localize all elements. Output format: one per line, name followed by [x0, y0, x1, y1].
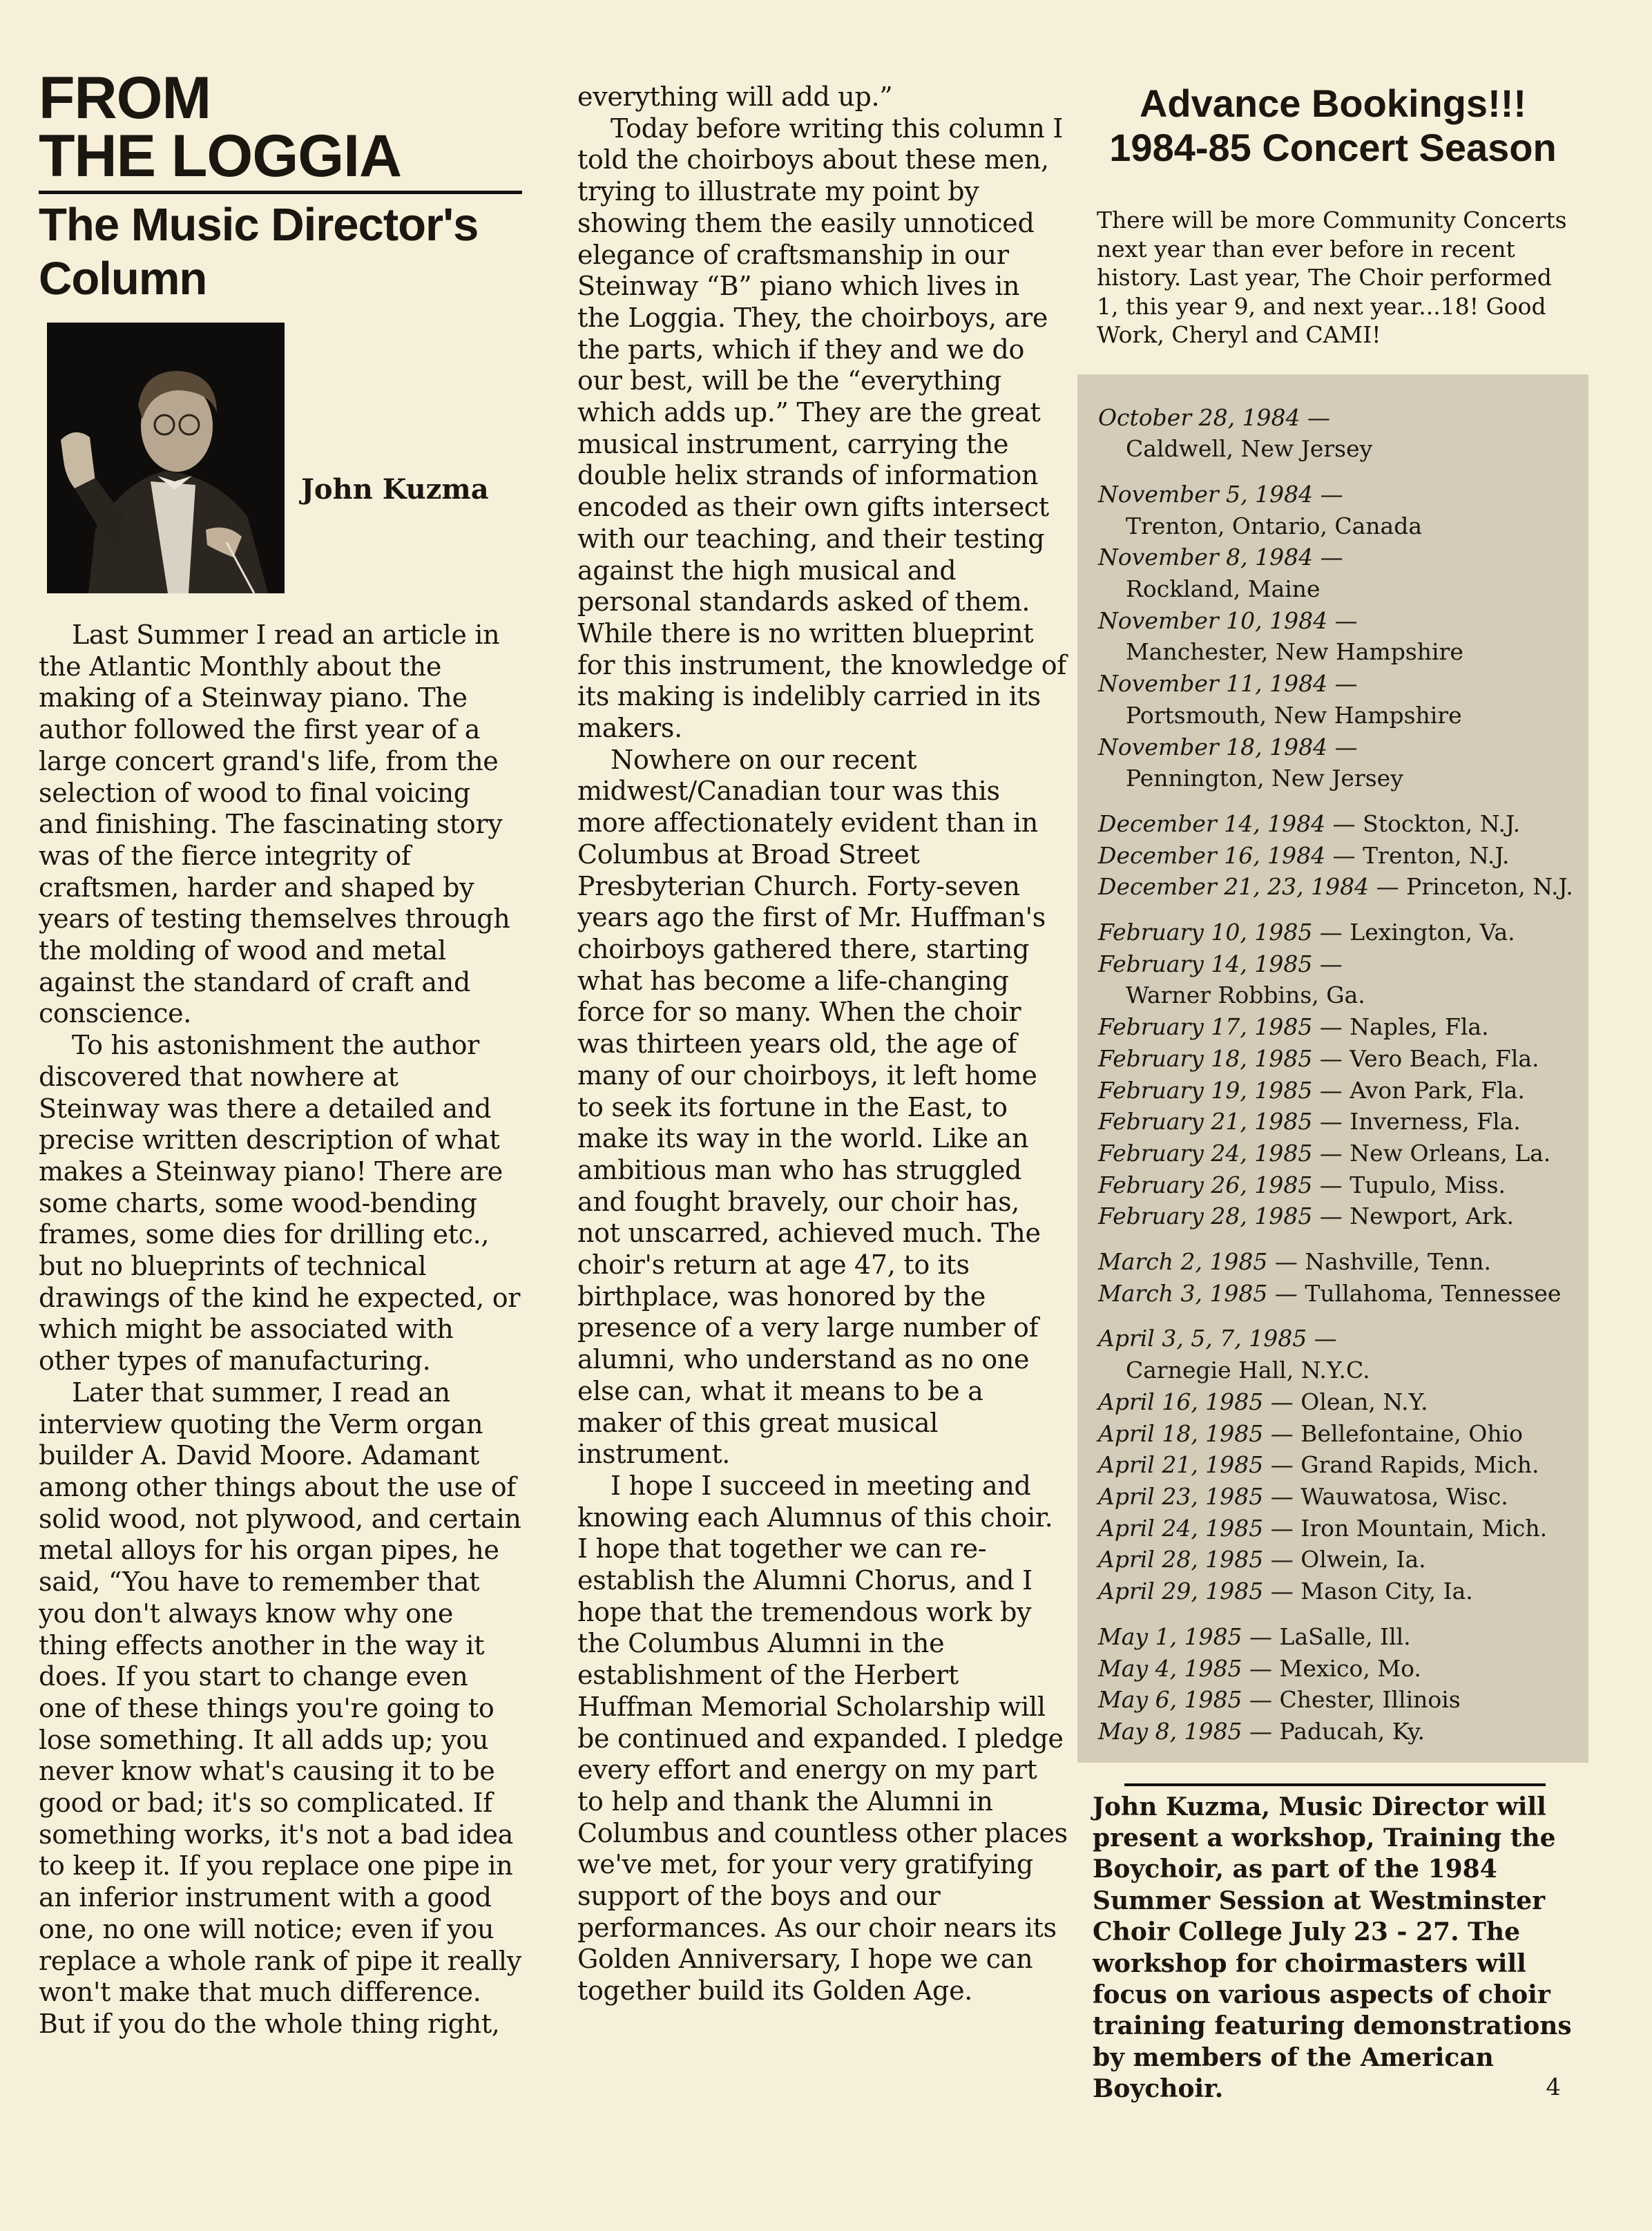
date-separator: — [1263, 1419, 1301, 1447]
concert-location: Bellefontaine, Ohio [1300, 1419, 1524, 1447]
schedule-month-group [1098, 1323, 1588, 1607]
concert-date: December 21, 23, 1984 [1098, 873, 1370, 901]
schedule-month-group [1098, 402, 1588, 465]
concert-date: February 18, 1985 [1098, 1044, 1313, 1072]
concert-date: May 8, 1985 [1098, 1717, 1242, 1745]
concert-date: April 23, 1985 [1098, 1483, 1264, 1510]
column-subtitle-line1: The Music Director's [39, 199, 479, 251]
date-separator: — [1369, 873, 1407, 901]
author-photo [47, 323, 285, 593]
schedule-entry [1098, 1684, 1588, 1716]
concert-date: February 24, 1985 [1098, 1139, 1313, 1167]
date-separator: — [1313, 544, 1343, 571]
schedule-entry [1098, 1621, 1588, 1653]
concert-location: Rockland, Maine [1126, 575, 1320, 603]
concert-location: Grand Rapids, Mich. [1300, 1451, 1539, 1479]
concert-location: Inverness, Fla. [1350, 1108, 1521, 1136]
date-separator: — [1312, 1203, 1350, 1230]
date-separator: — [1263, 1546, 1301, 1573]
schedule-entry [1098, 1169, 1588, 1201]
date-separator: — [1242, 1686, 1280, 1714]
bookings-intro: There will be more Community Concerts next year than ever before in recent history. Last year, The Choir performed 1, this year 9, and next year...18! Good Work, Cheryl and CAMI! [1097, 207, 1567, 348]
concert-location: Manchester, New Hampshire [1126, 638, 1463, 666]
heading-rule [39, 191, 522, 194]
bookings-title-line1: Advance Bookings!!! [1139, 82, 1527, 125]
page-number: 4 [1546, 2074, 1561, 2101]
concert-date: April 3, 5, 7, 1985 [1098, 1325, 1307, 1352]
concert-date: November 10, 1984 [1098, 606, 1328, 634]
date-separator: — [1312, 1139, 1350, 1167]
schedule-entry [1098, 948, 1588, 980]
column-subtitle-line2: Column [39, 253, 207, 305]
date-separator: — [1242, 1654, 1280, 1682]
concert-date: November 18, 1984 [1098, 733, 1328, 760]
concert-location: Nashville, Tenn. [1305, 1248, 1491, 1276]
concert-date: May 4, 1985 [1098, 1654, 1242, 1682]
concert-date: April 24, 1985 [1098, 1514, 1264, 1542]
concert-date: April 28, 1985 [1098, 1546, 1264, 1573]
concert-date: April 29, 1985 [1098, 1578, 1264, 1605]
schedule-entry [1098, 542, 1588, 573]
schedule-entry [1098, 1544, 1588, 1576]
concert-location: Wauwatosa, Wisc. [1300, 1483, 1508, 1510]
date-separator: — [1312, 1076, 1350, 1104]
concert-date: March 3, 1985 [1098, 1279, 1268, 1307]
schedule-entry [1098, 808, 1588, 840]
concert-location: Mason City, Ia. [1300, 1578, 1473, 1605]
notice-rule [1124, 1783, 1546, 1786]
schedule-entry [1098, 605, 1588, 637]
concert-location: Vero Beach, Fla. [1350, 1044, 1539, 1072]
date-separator: — [1327, 670, 1358, 698]
concert-date: May 1, 1985 [1098, 1622, 1242, 1650]
concert-date: February 10, 1985 [1098, 919, 1313, 946]
schedule-entry [1098, 1418, 1588, 1450]
concert-location: Carnegie Hall, N.Y.C. [1126, 1357, 1370, 1384]
schedule-entry [1098, 1653, 1588, 1685]
concert-date: March 2, 1985 [1098, 1248, 1268, 1276]
concert-location: Avon Park, Fla. [1350, 1076, 1525, 1104]
byline: John Kuzma [301, 473, 489, 506]
article-paragraph: Nowhere on our recent midwest/Canadian tour was this more affectionately evident than in Columbus at Broad Street Presbyterian Church. Forty-seven years ago the first of Mr. Huffman's choirboys gathered there, starting what has become a life-changing force for so many. When the choir was thirteen years old, the age of many of our choirboys, it left home to seek its fortune in the East, to make its way in the world. Like an ambitious man who has struggled and fought bravely, our choir has, not unscarred, achieved much. The choir's return at age 47, to its birthplace, was honored by the presence of a very large number of alumni, who understand as no one else can, what it means to be a maker of this great musical instrument. [577, 744, 1046, 1470]
concert-location: Newport, Ark. [1350, 1203, 1515, 1230]
column-middle [577, 82, 1068, 2007]
bookings-title-line2: 1984-85 Concert Season [1109, 126, 1557, 169]
concert-date: May 6, 1985 [1098, 1686, 1242, 1714]
schedule-entry [1098, 1323, 1588, 1354]
schedule-entry [1098, 731, 1588, 763]
column-left [39, 65, 522, 2040]
schedule-month-group [1098, 1621, 1588, 1748]
schedule-entry [1098, 1386, 1588, 1418]
concert-location: Mexico, Mo. [1279, 1654, 1421, 1682]
date-separator: — [1263, 1388, 1301, 1415]
concert-location: Lexington, Va. [1350, 919, 1515, 946]
date-separator: — [1263, 1578, 1301, 1605]
date-separator: — [1263, 1514, 1301, 1542]
date-separator: — [1313, 480, 1343, 508]
concert-date: April 18, 1985 [1098, 1419, 1264, 1447]
conductor-photo-illustration [47, 323, 285, 593]
date-separator: — [1327, 733, 1358, 760]
date-separator: — [1263, 1483, 1301, 1510]
concert-location: Pennington, New Jersey [1126, 765, 1403, 792]
schedule-entry [1098, 871, 1588, 903]
concert-date: February 19, 1985 [1098, 1076, 1313, 1104]
schedule-entry [1098, 1106, 1588, 1138]
date-separator: — [1263, 1451, 1301, 1479]
schedule-entry [1098, 1075, 1588, 1107]
date-separator: — [1312, 1044, 1350, 1072]
concert-date: April 16, 1985 [1098, 1388, 1264, 1415]
concert-location: Tullahoma, Tennessee [1305, 1279, 1562, 1307]
concert-location: Princeton, N.J. [1406, 873, 1573, 901]
date-separator: — [1300, 403, 1331, 431]
column-title-line1: FROM [39, 65, 211, 131]
concert-date: November 8, 1984 [1098, 544, 1314, 571]
concert-location: Stockton, N.J. [1363, 810, 1521, 837]
article-paragraph: Today before writing this column I told the choirboys about these men, trying to illustrate my point by showing them the easily unnoticed elegance of craftsmanship in our Steinway “B” piano which lives in the Loggia. They, the choirboys, are the parts, which if they and we do our best, will be the “everything which adds up.” They are the great musical instrument, carrying the double helix strands of information encoded as their own gifts intersect with our teaching, and their testing against the high musical and personal standards asked of them. While there is no written blueprint for this instrument, the knowledge of its making is indelibly carried in its makers. [577, 113, 1067, 744]
schedule-entry [1098, 1716, 1588, 1748]
schedule-entry [1098, 1138, 1588, 1169]
schedule-entry [1098, 1481, 1588, 1513]
schedule-month-group [1098, 917, 1588, 1232]
concert-date: October 28, 1984 [1098, 403, 1300, 431]
concert-location: Tupulo, Miss. [1350, 1171, 1506, 1198]
article-paragraph: Later that summer, I read an interview quoting the Verm organ builder A. David Moore. Adamant among other things about the use of solid wood, not plywood, and certain metal alloys for his organ pipes, he said, “You have to remember that you don't always know why one thing effects another in the way it does. If you start to change even one of these things you're going to lose something. It all adds up; you never know what's causing it to be good or bad; it's so complicated. If something works, it's not a bad idea to keep it. If you replace one pipe in an inferior instrument with a good one, no one will notice; even if you replace a whole rank of pipe it really won't make that much difference. But if you do the whole thing right, [39, 1377, 521, 2039]
date-separator: — [1307, 1325, 1337, 1352]
date-separator: — [1312, 919, 1350, 946]
concert-location: Olwein, Ia. [1300, 1546, 1426, 1573]
schedule-entry [1098, 479, 1588, 510]
schedule-entry [1098, 840, 1588, 872]
schedule-month-group [1098, 479, 1588, 794]
concert-location: Paducah, Ky. [1279, 1717, 1425, 1745]
concert-location: Warner Robbins, Ga. [1126, 982, 1365, 1009]
concert-location: New Orleans, La. [1350, 1139, 1551, 1167]
concert-location: Naples, Fla. [1350, 1013, 1489, 1041]
date-separator: — [1312, 1108, 1350, 1136]
schedule-entry [1098, 1278, 1588, 1310]
date-separator: — [1267, 1248, 1305, 1276]
column-right [1077, 82, 1588, 2105]
date-separator: — [1327, 606, 1358, 634]
author-photo-row [39, 323, 522, 599]
date-separator: — [1267, 1279, 1305, 1307]
concert-date: February 17, 1985 [1098, 1013, 1313, 1041]
concert-schedule [1077, 374, 1588, 1763]
schedule-entry [1098, 1043, 1588, 1075]
date-separator: — [1312, 1013, 1350, 1041]
article-continuation: everything will add up.” [577, 82, 893, 112]
concert-date: November 5, 1984 [1098, 480, 1314, 508]
concert-date: February 26, 1985 [1098, 1171, 1313, 1198]
date-separator: — [1312, 950, 1343, 977]
article-paragraph: To his astonishment the author discovered that nowhere at Steinway was there a detailed and precise written description of what makes a Steinway piano! There are some charts, some wood-bending frames, some dies for drilling etc., but no blueprints of technical drawings of the kind he expected, or which might be associated with other types of manufacturing. [39, 1030, 521, 1377]
schedule-entry [1098, 1576, 1588, 1607]
concert-location: Iron Mountain, Mich. [1300, 1514, 1548, 1542]
concert-location: Olean, N.Y. [1300, 1388, 1428, 1415]
schedule-entry [1098, 1246, 1588, 1278]
article-paragraph: I hope I succeed in meeting and knowing each Alumnus of this choir. I hope that together we can re-establish the Alumni Chorus, and I hope that the tremendous work by the Columbus Alumni in the establishment of the Herbert Huffman Memorial Scholarship will be continued and expanded. I pledge every effort and energy on my part to help and thank the Alumni in Columbus and countless other places we've met, for your very gratifying support of the boys and our performances. As our choir nears its Golden Anniversary, I hope we can together build its Golden Age. [577, 1470, 1068, 2007]
date-separator: — [1242, 1717, 1280, 1745]
schedule-entry [1098, 1200, 1588, 1232]
concert-location: Trenton, Ontario, Canada [1126, 512, 1422, 539]
concert-location: Portsmouth, New Hampshire [1126, 701, 1462, 729]
concert-location: Chester, Illinois [1279, 1686, 1461, 1714]
schedule-entry [1098, 1513, 1588, 1544]
schedule-entry [1098, 402, 1588, 434]
article-col1 [39, 620, 522, 2040]
concert-date: December 14, 1984 [1098, 810, 1326, 837]
schedule-month-group [1098, 808, 1588, 903]
concert-date: February 21, 1985 [1098, 1108, 1313, 1136]
schedule-entry [1098, 917, 1588, 948]
concert-date: April 21, 1985 [1098, 1451, 1264, 1479]
date-separator: — [1312, 1171, 1350, 1198]
schedule-entry [1098, 1449, 1588, 1481]
date-separator: — [1242, 1622, 1280, 1650]
date-separator: — [1325, 810, 1363, 837]
concert-date: December 16, 1984 [1098, 841, 1326, 869]
schedule-entry [1098, 668, 1588, 700]
concert-date: November 11, 1984 [1098, 670, 1328, 698]
date-separator: — [1325, 841, 1363, 869]
article-paragraph: Last Summer I read an article in the Atlantic Monthly about the making of a Steinway piano. The author followed the first year of a large concert grand's life, from the selection of wood to final voicing and finishing. The fascinating story was of the fierce integrity of craftsmen, harder and shaped by years of testing themselves through the molding of wood and metal against the standard of craft and conscience. [39, 620, 510, 1029]
column-title-line2: THE LOGGIA [39, 123, 402, 189]
concert-date: February 14, 1985 [1098, 950, 1313, 977]
schedule-month-group [1098, 1246, 1588, 1309]
concert-location: LaSalle, Ill. [1279, 1622, 1411, 1650]
concert-location: Trenton, N.J. [1363, 841, 1510, 869]
workshop-notice: John Kuzma, Music Director will present a workshop, Training the Boychoir, as part of the 1984 Summer Session at Westminster Choir College July 23 - 27. The workshop for choirmasters will focus on various aspects of choir training featuring demonstrations by members of the American Boychoir. [1093, 1792, 1572, 2104]
concert-location: Caldwell, New Jersey [1126, 435, 1373, 463]
concert-date: February 28, 1985 [1098, 1203, 1313, 1230]
schedule-entry [1098, 1011, 1588, 1043]
